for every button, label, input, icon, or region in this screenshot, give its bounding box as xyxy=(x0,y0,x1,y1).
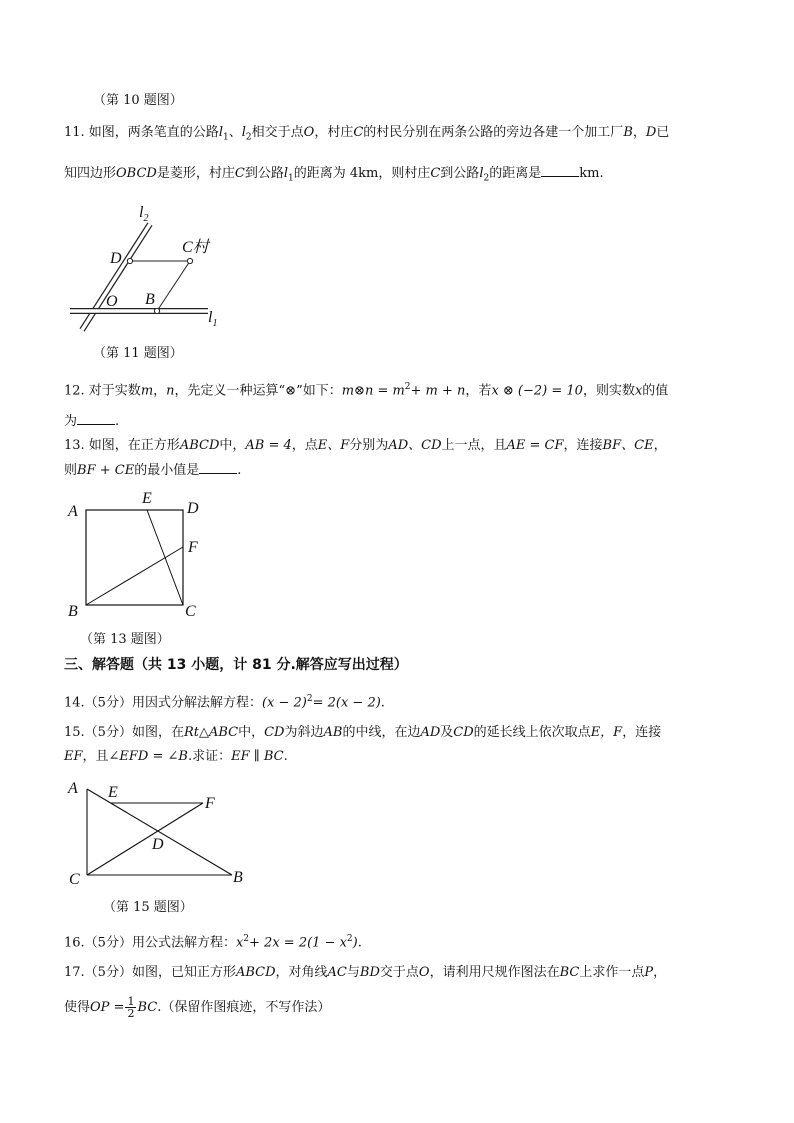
answer-blank[interactable] xyxy=(199,461,237,474)
q13-text: 分别为 xyxy=(349,438,389,453)
q13-text: ， xyxy=(653,438,667,453)
question-11-line-1 xyxy=(64,124,669,147)
q15-ef: EF xyxy=(64,749,83,764)
q15-text: ，且 xyxy=(82,749,109,764)
label-d: D xyxy=(187,500,199,517)
q17-op: OP = xyxy=(90,1000,125,1015)
q15-proof-goal: EF ∥ BC xyxy=(231,749,284,764)
q11-text: 到公路 xyxy=(244,166,284,181)
q13-text: 则 xyxy=(64,463,78,478)
q12-text: 的值 xyxy=(642,383,669,399)
q13-expression: BF + CE xyxy=(77,463,135,478)
q13-abcd: ABCD xyxy=(179,438,220,453)
q17-abcd: ABCD xyxy=(235,965,276,980)
q11-c: C xyxy=(234,166,245,181)
q11-l1: l xyxy=(283,166,288,181)
q11-text: 是菱形，村庄 xyxy=(156,166,235,181)
q17-text: ， xyxy=(653,965,667,980)
q17-ac: AC xyxy=(327,965,347,980)
answer-blank[interactable] xyxy=(77,412,115,425)
q16-equation: ) xyxy=(352,935,358,951)
q15-triangle: Rt△ABC xyxy=(183,725,239,740)
median-cf xyxy=(87,803,203,875)
q13-text: 13. 如图，在正方形 xyxy=(64,438,180,453)
q11-text: 知四边形 xyxy=(64,166,117,181)
q16-text: 16.（5分）用公式法解方程： xyxy=(64,935,236,951)
q12-text: 12. 对于实数 xyxy=(64,383,141,399)
q17-bc: BC xyxy=(137,1000,158,1015)
q11-text: ，村庄 xyxy=(314,125,354,140)
q17-bc: BC xyxy=(559,965,580,980)
q15-text: ，连接 xyxy=(622,725,662,740)
q11-b: B xyxy=(623,125,633,140)
square-abcd xyxy=(86,510,183,605)
q13-text: 中， xyxy=(219,438,246,453)
point-d xyxy=(127,258,132,263)
q11-o: O xyxy=(303,125,315,140)
q11-d: D xyxy=(645,125,657,140)
q13-text: . xyxy=(237,463,242,478)
question-17-line-1 xyxy=(64,964,666,982)
q11-l1-sub: 1 xyxy=(288,173,294,184)
q11-text: 相交于点 xyxy=(251,125,304,140)
q12-text: ，若 xyxy=(465,383,492,399)
question-12-line-1 xyxy=(64,378,668,400)
q15-text: .求证： xyxy=(187,749,232,764)
figure-11-caption: （第 11 题图） xyxy=(93,346,183,361)
label-f: F xyxy=(188,539,198,556)
q12-x: x xyxy=(634,383,643,399)
rhombus-sides xyxy=(130,261,190,311)
q13-segments: BF、CE xyxy=(602,438,654,453)
q14-text: . xyxy=(380,695,385,711)
question-13-line-2 xyxy=(64,461,241,480)
question-14 xyxy=(64,690,385,712)
q11-obcd: OBCD xyxy=(116,166,157,181)
q17-text: 17.（5分）如图，已知正方形 xyxy=(64,965,236,980)
label-l2: $l_2$ xyxy=(139,204,149,224)
q12-n: n xyxy=(166,383,175,399)
question-17-line-2 xyxy=(64,996,330,1019)
label-b: B xyxy=(68,603,78,620)
q12-formula: + m + n xyxy=(410,383,466,399)
q11-text: 到公路 xyxy=(440,166,480,181)
q15-text: 15.（5分）如图，在 xyxy=(64,725,184,740)
q15-text: 及 xyxy=(440,725,454,740)
q11-comma: ， xyxy=(632,125,646,140)
label-a: A xyxy=(68,780,78,797)
q17-o: O xyxy=(418,965,430,980)
q17-text: 使得 xyxy=(64,1000,91,1015)
q15-ad: AD xyxy=(420,725,441,740)
label-c-village: C村 xyxy=(182,239,209,256)
q16-equation: x xyxy=(235,935,244,951)
figure-15 xyxy=(60,775,260,895)
q14-text: 14.（5分）用因式分解法解方程： xyxy=(64,695,262,711)
q12-text: ，先定义一种运算“⊗”如下： xyxy=(174,383,342,399)
q12-m: m xyxy=(140,383,154,399)
q17-text: 交于点 xyxy=(379,965,419,980)
q17-text: 与 xyxy=(346,965,360,980)
question-15-line-2 xyxy=(64,748,288,766)
q11-l2-sub: 2 xyxy=(483,173,490,184)
figure-13-caption: （第 13 题图） xyxy=(80,632,170,647)
q16-sup: 2 xyxy=(243,934,250,944)
q11-text: 的村民分别在两条公路的旁边各建一个加工厂 xyxy=(363,125,624,140)
q15-text: 中， xyxy=(238,725,265,740)
q13-text: 的最小值是 xyxy=(134,463,200,478)
q15-text: 的延长线上依次取点 xyxy=(473,725,591,740)
label-l1: $l_1$ xyxy=(208,309,218,329)
q15-text: . xyxy=(283,749,288,764)
q13-text: ，连接 xyxy=(563,438,603,453)
q15-cd: CD xyxy=(264,725,285,740)
section-3-heading: 三、解答题（共 13 小题，计 81 分.解答应写出过程） xyxy=(64,657,408,673)
q11-text: 已 xyxy=(656,125,670,140)
q13-ef: E、F xyxy=(317,438,350,453)
q16-equation: + 2x = 2(1 − x xyxy=(249,935,347,951)
q12-sup: 2 xyxy=(404,382,411,392)
point-c xyxy=(187,258,192,263)
label-c: C xyxy=(185,603,196,620)
question-12-line-2 xyxy=(64,412,119,431)
q12-comma: ， xyxy=(153,383,167,399)
q12-formula: m⊗n = m xyxy=(341,383,405,399)
q12-text: . xyxy=(115,414,120,429)
q11-l2: l xyxy=(241,125,246,140)
q15-text: 的中线，在边 xyxy=(342,725,421,740)
figure-11 xyxy=(60,200,230,335)
answer-blank[interactable] xyxy=(541,164,579,177)
q11-c: C xyxy=(353,125,364,140)
q17-fraction xyxy=(125,996,136,1019)
question-13-line-1 xyxy=(64,437,667,455)
q17-text: ，对角线 xyxy=(275,965,328,980)
q14-equation: (x − 2) xyxy=(261,695,307,711)
q11-text: 的距离为 4km，则村庄 xyxy=(293,166,431,181)
q11-unit: km. xyxy=(579,166,604,181)
fraction-denominator: 2 xyxy=(127,1007,135,1020)
label-f: F xyxy=(205,795,215,812)
q13-condition: AE = CF xyxy=(506,438,564,453)
q11-sep: 、 xyxy=(228,125,242,140)
label-b: B xyxy=(233,869,243,886)
q12-text: ，则实数 xyxy=(582,383,635,399)
q15-cd: CD xyxy=(453,725,474,740)
question-16 xyxy=(64,930,362,952)
label-d: D xyxy=(152,836,164,853)
question-11-line-2 xyxy=(64,164,604,188)
fraction-numerator: 1 xyxy=(127,995,135,1008)
q15-condition: ∠EFD = ∠B xyxy=(108,749,188,764)
label-b: B xyxy=(145,291,155,308)
q15-ab: AB xyxy=(323,725,343,740)
q16-sup: 2 xyxy=(346,934,353,944)
q11-c: C xyxy=(430,166,441,181)
question-15-line-1 xyxy=(64,724,661,742)
q15-text: 为斜边 xyxy=(284,725,324,740)
q11-text: 11. 如图，两条笔直的公路 xyxy=(64,125,219,140)
label-o: O xyxy=(106,293,118,310)
q11-l1: l xyxy=(218,125,223,140)
q11-l2-sub: 2 xyxy=(245,132,252,143)
label-e: E xyxy=(142,490,152,507)
figure-15-caption: （第 15 题图） xyxy=(103,900,193,915)
q13-text: ，点 xyxy=(291,438,318,453)
q11-l1-sub: 1 xyxy=(222,132,229,143)
q13-sides: AD、CD xyxy=(388,438,442,453)
label-a: A xyxy=(68,503,78,520)
road-l2 xyxy=(82,224,150,330)
q17-text: 上求作一点 xyxy=(579,965,645,980)
label-c: C xyxy=(69,871,80,888)
q12-condition: x ⊗ (−2) = 10 xyxy=(491,383,583,399)
label-d: D xyxy=(110,250,122,267)
q11-l2: l xyxy=(479,166,484,181)
figure-10-caption: （第 10 题图） xyxy=(93,93,183,108)
q13-condition: AB = 4 xyxy=(245,438,292,453)
q16-text: . xyxy=(357,935,362,951)
q11-text: 的距离是 xyxy=(489,166,542,181)
label-e: E xyxy=(108,784,118,801)
q17-text: .（保留作图痕迹，不写作法） xyxy=(157,1000,331,1015)
q14-sup: 2 xyxy=(306,694,313,704)
q17-bd: BD xyxy=(359,965,380,980)
q17-text: ，请利用尺规作图法在 xyxy=(429,965,560,980)
point-b xyxy=(154,308,159,313)
q13-text: 上一点，且 xyxy=(441,438,507,453)
q17-p: P xyxy=(644,965,654,980)
q12-text: 为 xyxy=(64,414,78,429)
q15-ef: E，F xyxy=(590,725,623,740)
q14-equation: = 2(x − 2) xyxy=(312,695,381,711)
segment-bf xyxy=(86,547,183,605)
figure-13 xyxy=(60,485,210,625)
